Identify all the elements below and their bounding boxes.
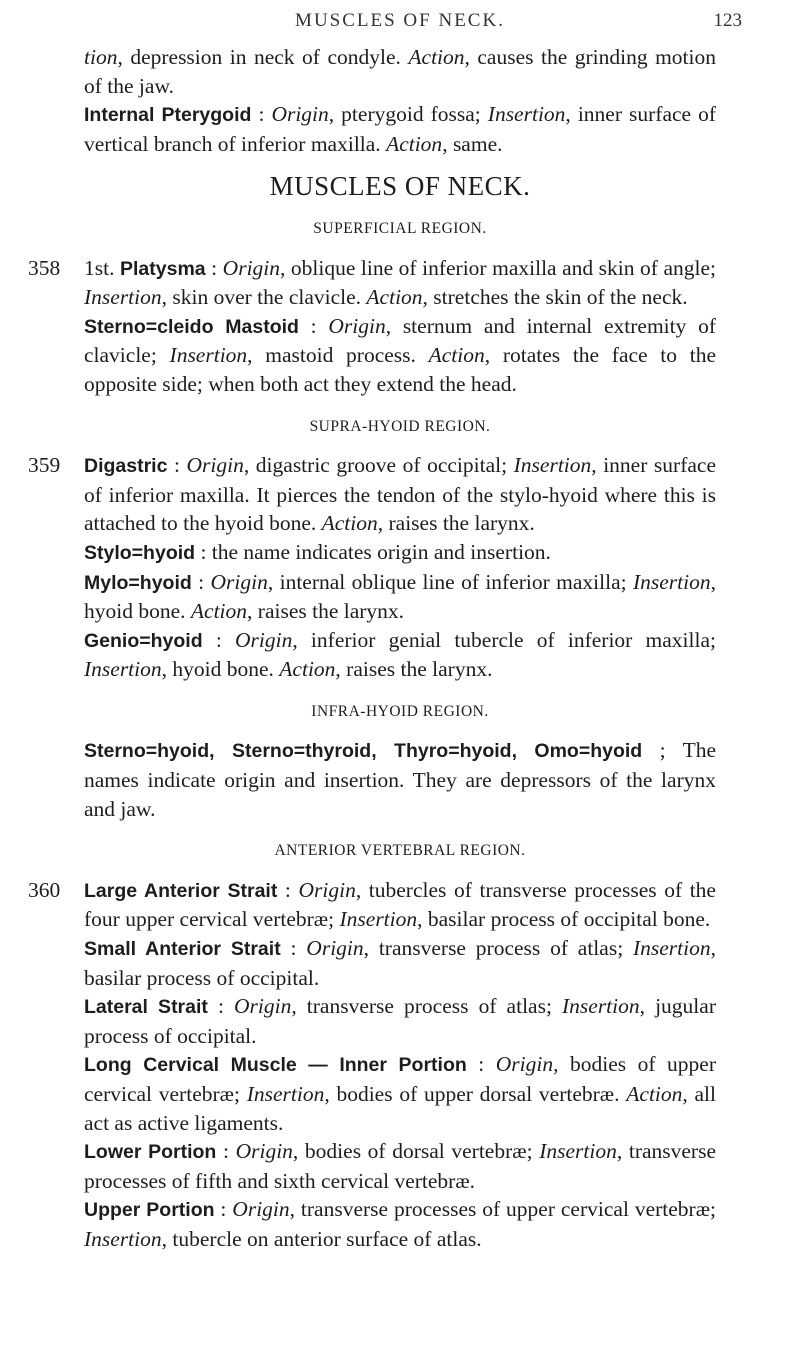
entry-text: , inferior genial tubercle of inferior maxilla; (292, 627, 716, 652)
label-action: Action (366, 285, 423, 310)
muscle-term: Sterno=hyoid, Sterno=thyroid, Thyro=hyoid, Omo=hyoid (84, 740, 643, 763)
label-insertion: Insertion (539, 1139, 617, 1164)
entry-text: , all act as active ligaments. (84, 1082, 716, 1135)
label-insertion: Insertion (84, 657, 162, 682)
separator: : (277, 877, 299, 902)
label-origin: Origin (306, 936, 364, 961)
region-heading-anterior-vertebral: ANTERIOR VERTEBRAL REGION. (274, 842, 526, 860)
separator: : (167, 453, 187, 478)
page-number: 123 (713, 10, 742, 31)
entry-internal-pterygoid (84, 100, 716, 158)
label-insertion: Insertion (562, 994, 640, 1019)
entry-text: , inner surface of inferior maxilla. It pierces the tendon of the stylo-hyoid where this is attached to the hyoid bone. (84, 453, 716, 536)
separator: : (191, 569, 211, 594)
label-insertion: Insertion (246, 1082, 325, 1106)
muscle-term: Long Cervical Muscle — Inner Portion (84, 1054, 467, 1077)
label-action: Action (626, 1082, 683, 1106)
entry-lateral-strait (84, 992, 716, 1050)
label-insertion: Insertion (84, 1226, 162, 1251)
entry-text: , sternum and internal extremity of clavicle; (84, 313, 716, 368)
entry-long-cervical-inner (84, 1050, 716, 1137)
separator: : (251, 102, 272, 127)
entry-text: , basilar process of occipital. (84, 936, 716, 990)
entry-text: , raises the larynx. (377, 511, 535, 536)
label-action: Action (428, 343, 485, 368)
region-heading-suprahyoid: SUPRA-HYOID REGION. (309, 417, 491, 435)
entry-text: , transverse processes of upper cervical vertebræ; (289, 1197, 717, 1222)
entry-text: , hyoid bone. (161, 657, 280, 682)
label-action: Action (190, 599, 248, 624)
entry-text: , transverse process of atlas; (291, 994, 562, 1019)
label-insertion: Insertion (339, 907, 418, 932)
entry-text: , raises the larynx. (335, 657, 493, 682)
separator: : (298, 313, 329, 338)
entry-text: , transverse process of atlas; (363, 936, 633, 961)
label-insertion: Insertion (632, 936, 711, 961)
entry-platysma (28, 254, 717, 312)
label-insertion: Insertion (84, 285, 162, 310)
label-insertion: Insertion (513, 453, 592, 478)
paragraph-number: 360 (28, 877, 61, 902)
label-origin: Origin (495, 1052, 554, 1077)
entry-text: , basilar process of occipital bone. (417, 907, 711, 932)
muscle-term: Sterno=cleido Mastoid (84, 315, 299, 338)
entry-text: , raises the larynx. (247, 599, 405, 624)
page-body (28, 43, 717, 1254)
label-insertion: Insertion (487, 102, 566, 127)
entry-text: , tubercles of transverse processes of the four upper cervical vertebræ; (84, 877, 716, 932)
label-action: Action (386, 131, 443, 156)
separator: : (207, 994, 235, 1019)
muscle-term: Large Anterior Strait (84, 879, 278, 902)
label-origin: Origin (222, 255, 281, 280)
muscle-term: Upper Portion (84, 1199, 215, 1222)
label-insertion: tion (84, 45, 118, 69)
muscle-term: Mylo=hyoid (84, 571, 192, 594)
entry-stylo-hyoid (84, 538, 716, 568)
label-origin: Origin (186, 453, 244, 478)
entry-text: , depression in neck of condyle. (117, 45, 409, 69)
page-header (0, 6, 800, 36)
muscle-term: Lateral Strait (84, 996, 208, 1019)
separator: : (216, 1139, 236, 1164)
entry-text: , tubercle on anterior surface of atlas. (161, 1226, 482, 1251)
muscle-term: Stylo=hyoid (84, 541, 196, 564)
region-heading-superficial: SUPERFICIAL REGION. (313, 219, 487, 237)
entry-text: , hyoid bone. (84, 569, 716, 624)
muscle-term: Internal Pterygoid (84, 104, 252, 127)
separator: : (214, 1197, 233, 1222)
entry-infrahyoid-group (84, 736, 716, 823)
entry-text: , pterygoid fossa; (328, 102, 488, 127)
muscle-term: Digastric (84, 455, 168, 478)
entry-text: , same. (442, 131, 503, 156)
entry-text: , skin over the clavicle. (161, 285, 367, 310)
label-origin: Origin (210, 569, 268, 594)
entry-upper-portion (84, 1195, 716, 1253)
entry-small-anterior-strait (84, 934, 716, 992)
entry-text: , bodies of upper dorsal vertebræ. (324, 1082, 627, 1106)
entry-large-anterior-strait (28, 876, 716, 934)
separator: : (280, 936, 307, 961)
separator: : (202, 627, 236, 652)
entry-text: , internal oblique line of inferior maxilla; (267, 569, 633, 594)
label-origin: Origin (235, 627, 293, 652)
entry-genio-hyoid (84, 626, 716, 684)
label-origin: Origin (234, 994, 292, 1019)
label-action: Action (279, 657, 336, 682)
entry-text: , digastric groove of occipital; (243, 453, 514, 478)
entry-text: , oblique line of inferior maxilla and skin of angle; (280, 255, 717, 280)
intro-continuation (84, 43, 716, 100)
paragraph-number: 358 (28, 255, 61, 280)
entry-text: , inner surface of vertical branch of inferior maxilla. (84, 102, 716, 156)
muscle-term: Platysma (120, 257, 206, 280)
muscle-term: Lower Portion (84, 1141, 217, 1164)
entry-text: , transverse processes of fifth and sixth cervical vertebræ. (84, 1139, 716, 1193)
entry-text: , bodies of dorsal vertebræ; (292, 1139, 540, 1164)
entry-text: , causes the grinding motion of the jaw. (84, 45, 717, 98)
section-title: MUSCLES OF NECK. (269, 171, 531, 202)
separator: : (205, 255, 223, 280)
muscle-term: Small Anterior Strait (84, 938, 281, 961)
label-action: Action (321, 511, 378, 536)
label-origin: Origin (232, 1197, 290, 1222)
ordinal: 1st. (84, 255, 120, 280)
label-action: Action (408, 45, 465, 69)
label-insertion: Insertion (632, 569, 711, 594)
entry-lower-portion (84, 1137, 716, 1195)
entry-text: The names indicate origin and insertion. They are depressors of the larynx and jaw. (84, 738, 716, 821)
entry-mylo-hyoid (84, 568, 716, 626)
label-origin: Origin (298, 877, 356, 902)
separator: ; (642, 738, 683, 763)
running-title: MUSCLES OF NECK. (295, 10, 505, 31)
label-origin: Origin (328, 313, 386, 338)
label-origin: Origin (235, 1139, 293, 1164)
entry-text: , mastoid process. (247, 343, 429, 368)
label-insertion: Insertion (169, 343, 248, 368)
entry-sterno-cleido-mastoid (84, 312, 716, 399)
separator: : (466, 1052, 496, 1077)
paragraph-number: 359 (28, 453, 61, 478)
muscle-term: Genio=hyoid (84, 629, 203, 652)
label-origin: Origin (271, 102, 329, 127)
entry-text: , jugular process of occipital. (84, 994, 716, 1048)
region-heading-infrahyoid: INFRA-HYOID REGION. (311, 702, 489, 720)
entry-text: , bodies of upper cervical vertebræ; (84, 1052, 716, 1106)
entry-text: , rotates the face to the opposite side; when both act they extend the head. (84, 343, 716, 396)
entry-digastric (28, 451, 716, 538)
entry-text: , stretches the skin of the neck. (422, 285, 688, 310)
entry-text: : the name indicates origin and insertion. (195, 539, 551, 564)
